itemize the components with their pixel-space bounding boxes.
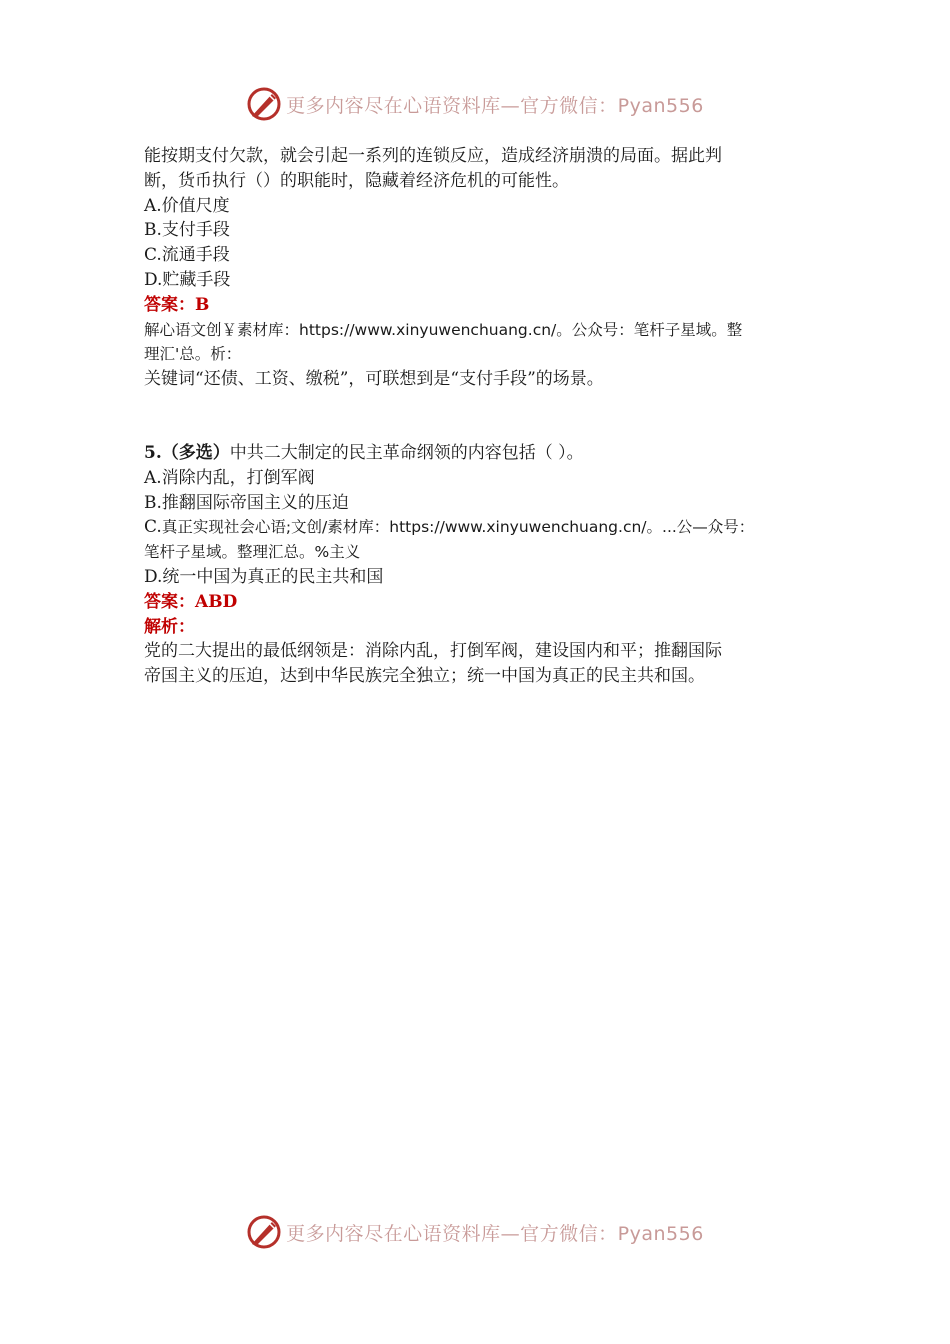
- q5-analysis-label: 解析：: [144, 616, 195, 637]
- q4-option-c: C.流通手段: [144, 245, 230, 266]
- q5-number: 5.: [144, 442, 162, 463]
- q4-explanation: 关键词“还债、工资、缴税”，可联想到是“支付手段”的场景。: [144, 369, 604, 390]
- q4-analysis-line1: 解心语文创￥素材库：https://www.xinyuwenchuang.cn/。公众号：笔杆子星域。整: [144, 320, 743, 339]
- q5-option-b: B.推翻国际帝国主义的压迫: [144, 492, 349, 513]
- q5-option-c: [144, 515, 812, 540]
- q5-stem-text: 中共二大制定的民主革命纲领的内容包括（ ）。: [229, 442, 584, 463]
- q4-stem-line1: 能按期支付欠款，就会引起一系列的连锁反应，造成经济崩溃的局面。据此判: [144, 146, 722, 166]
- q4-option-a: A.价值尺度: [144, 195, 230, 216]
- q5-explanation-line1: 党的二大提出的最低纲领是：消除内乱，打倒军阀，建设国内和平；推翻国际: [144, 641, 722, 662]
- q5-option-c-text: 真正实现社会心语;文创/素材库：https://www.xinyuwenchuang.cn/。...公—众号：: [161, 518, 755, 537]
- q5-option-a: A.消除内乱，打倒军阀: [144, 467, 315, 488]
- spacer: [144, 392, 812, 441]
- q4-answer: 答案：B: [144, 294, 210, 315]
- q5-explanation-line2: 帝国主义的压迫，达到中华民族完全独立；统一中国为真正的民主共和国。: [144, 666, 705, 687]
- header-banner: [0, 84, 950, 124]
- q5-option-c-prefix: C.: [144, 517, 162, 538]
- q5-answer: 答案：ABD: [144, 591, 238, 612]
- q5-option-c-line2: 笔杆子星域。整理汇总。%主义: [144, 543, 361, 562]
- q4-stem-line2: 断，货币执行（）的职能时，隐藏着经济危机的可能性。: [144, 170, 569, 191]
- banner-text: 更多内容尽在心语资料库—官方微信：Pyan556: [286, 1222, 704, 1245]
- banner-handle: Pyan556: [617, 94, 704, 117]
- banner-handle: Pyan556: [617, 1222, 704, 1245]
- banner-text: 更多内容尽在心语资料库—官方微信：Pyan556: [286, 94, 704, 117]
- footer-banner: [0, 1212, 950, 1252]
- q4-option-d: D.贮藏手段: [144, 269, 231, 290]
- pen-logo-icon: [246, 86, 282, 122]
- q5-stem: [144, 441, 812, 466]
- q4-option-b: B.支付手段: [144, 220, 230, 241]
- document-body: [144, 144, 812, 689]
- q5-type: （多选）: [161, 442, 230, 463]
- pen-logo-icon: [246, 1214, 282, 1250]
- q5-option-d: D.统一中国为真正的民主共和国: [144, 566, 384, 587]
- q4-analysis-line2: 理汇'总。析：: [144, 345, 242, 364]
